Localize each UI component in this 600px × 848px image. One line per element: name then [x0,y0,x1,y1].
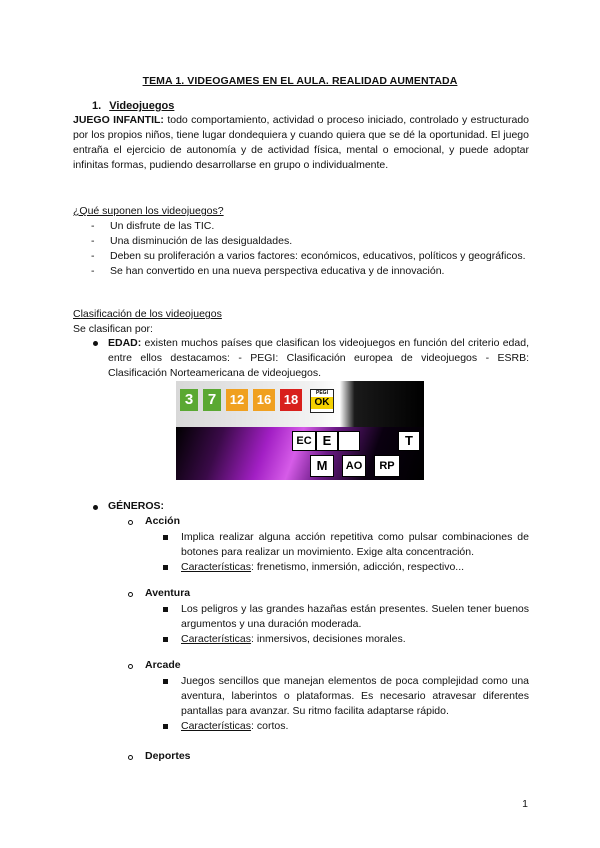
circle-bullet-icon [128,520,133,525]
characteristics-text: : frenetismo, inmersión, adicción, respectivo... [251,561,465,573]
characteristics-text: : inmersivos, decisiones morales. [251,633,406,645]
generos-heading: GÉNEROS: [108,500,165,512]
genre-description: Juegos sencillos que manejan elementos de poca complejidad como una aventura, laberintos o plataformas. Es necesario atravesar diferentes pantallas para avanzar. Su ritmo facilita adaptarse rápido. [181,675,529,717]
circle-bullet-icon [128,664,133,669]
circle-bullet-icon [128,755,133,760]
intro-paragraph [73,113,529,173]
genre-characteristics [181,560,529,575]
pegi-ok-top: PEGI [316,390,328,396]
question-heading [73,204,529,219]
classification-heading [73,307,529,322]
esrb-t-badge: T [398,431,420,451]
genre-name: Arcade [145,659,181,671]
genre-name: Acción [145,515,181,527]
list-item: - Deben su proliferación a varios factores: económicos, educativos, políticos y geográficos. [73,249,529,264]
square-bullet-icon [163,565,168,570]
esrb-ec-badge: EC [292,431,316,451]
square-bullet-icon [163,679,168,684]
pegi-ok-badge [310,389,334,413]
esrb-m-badge: M [310,455,334,477]
square-bullet-icon [163,607,168,612]
edad-term: EDAD: [108,337,142,349]
characteristics-label: Características [181,633,252,645]
esrb-ao-badge: AO [342,455,366,477]
square-bullet-icon [163,535,168,540]
characteristics-text: : cortos. [251,720,289,732]
pegi-12-badge: 12 [226,389,248,411]
esrb-e10-badge [338,431,360,451]
ratings-image [176,381,424,480]
section-title: Videojuegos [109,100,175,112]
bullet-icon [93,341,98,346]
esrb-e-badge: E [316,431,338,451]
edad-text: existen muchos países que clasifican los videojuegos en función del criterio edad, entre ellos destacamos: - PEGI: Clasificación europea de videojuegos - ESRB: Clasificación Norteamericana de videojuegos. [108,337,529,379]
pegi-16-badge: 16 [253,389,275,411]
page-number: 1 [522,798,528,810]
list-item: - Se han convertido en una nueva perspectiva educativa y de innovación. [73,264,529,279]
genre-description: Implica realizar alguna acción repetitiva como pulsar combinaciones de botones para realizar un movimiento. Exige alta concentración. [181,531,529,558]
circle-bullet-icon [128,592,133,597]
classification-heading-text: Clasificación de los videojuegos [73,308,222,320]
genre-description: Los peligros y las grandes hazañas están presentes. Suelen tener buenos argumentos y una duración moderada. [181,603,529,630]
characteristics-label: Características [181,720,252,732]
bullet-icon [93,505,98,510]
intro-term: JUEGO INFANTIL: [73,114,164,126]
square-bullet-icon [163,637,168,642]
pegi-7-badge: 7 [203,389,221,411]
list-item: - Una disminución de las desigualdades. [73,234,529,249]
section-heading [92,100,174,112]
intro-text: todo comportamiento, actividad o proceso iniciado, controlado y estructurado por los propios niños, tiene lugar dondequiera y cuando quiera que se dé la oportunidad. El juego entraña el ejercicio de autonomía y de actividad física, mental o emocional, y puede adoptar infinitas formas, pudiendo desarrollarse en grupo o individualmente. [73,114,530,171]
document-title: TEMA 1. VIDEOGAMES EN EL AULA. REALIDAD AUMENTADA [142,75,458,87]
genre-name: Aventura [145,587,191,599]
esrb-rp-badge: RP [374,455,400,477]
section-number: 1. [92,100,102,112]
pegi-3-badge: 3 [180,389,198,411]
genre-name: Deportes [145,750,191,762]
genre-characteristics [181,719,529,734]
genre-characteristics [181,632,529,647]
esrb-area [176,427,424,480]
pegi-strip [176,381,424,427]
edad-paragraph [108,336,529,381]
classification-intro: Se clasifican por: [73,323,153,335]
question-heading-text: ¿Qué suponen los videojuegos? [73,205,224,217]
characteristics-label: Características [181,561,252,573]
square-bullet-icon [163,724,168,729]
list-item: - Un disfrute de las TIC. [73,219,529,234]
question-list [73,219,529,279]
pegi-18-badge: 18 [280,389,302,411]
pegi-ok-label: OK [311,397,333,409]
